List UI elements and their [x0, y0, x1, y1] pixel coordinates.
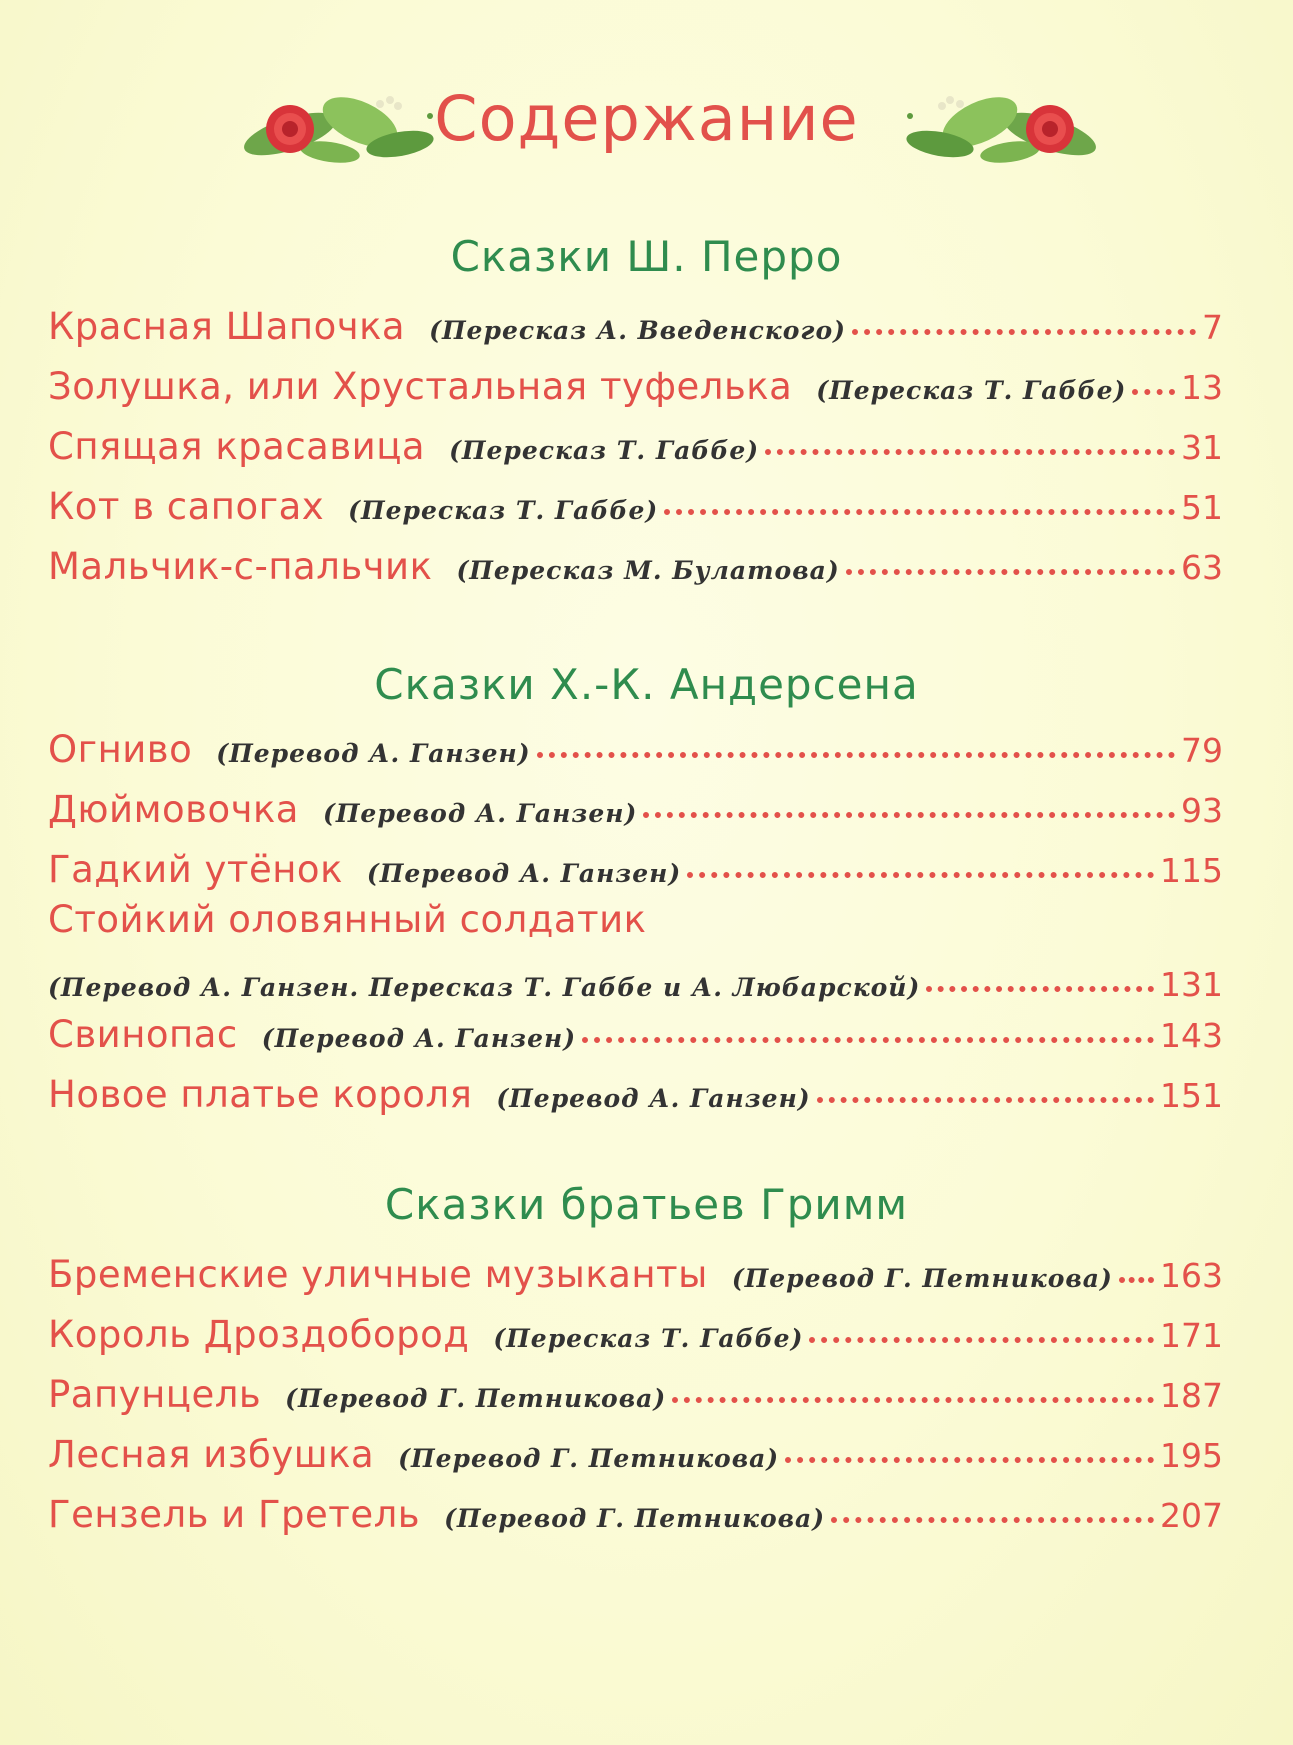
entry-page-number: 195: [1160, 1436, 1223, 1475]
entry-credit: (Пересказ М. Булатова): [456, 556, 840, 585]
section-title-grimm: Сказки братьев Гримм: [384, 1180, 909, 1229]
toc-entry[interactable]: [48, 1360, 1223, 1420]
entry-title: Кот в сапогах: [48, 485, 325, 528]
entry-title: Свинопас: [48, 1013, 238, 1056]
entry-title: Огниво: [48, 728, 193, 771]
dot-leader: [831, 1517, 1154, 1523]
dot-leader: [846, 569, 1175, 575]
toc-entry[interactable]: [48, 1480, 1223, 1540]
dot-leader: [926, 986, 1154, 992]
entry-credit: (Перевод А. Ганзен): [322, 799, 638, 828]
entry-credit: (Перевод А. Ганзен): [261, 1024, 577, 1053]
toc-entry[interactable]: [48, 532, 1223, 592]
entry-title: Король Дроздобород: [48, 1313, 470, 1356]
toc-entry[interactable]: [48, 1240, 1223, 1300]
entry-credit: (Пересказ Т. Габбе): [348, 496, 659, 525]
dot-leader: [852, 329, 1196, 335]
dot-leader: [1119, 1277, 1154, 1283]
dot-leader: [664, 509, 1175, 515]
entry-page-number: 7: [1202, 308, 1223, 347]
entry-page-number: 163: [1160, 1256, 1223, 1295]
entry-credit: (Перевод А. Ганзен): [366, 859, 682, 888]
entry-title: Бременские уличные музыканты: [48, 1253, 708, 1296]
toc-entry[interactable]: [48, 1420, 1223, 1480]
entry-page-number: 79: [1181, 731, 1223, 770]
toc-entry[interactable]: [48, 292, 1223, 352]
entry-credit: (Перевод Г. Петникова): [285, 1384, 667, 1413]
entry-title: Спящая красавица: [48, 425, 426, 468]
dot-leader: [785, 1457, 1154, 1463]
entry-title: Новое платье короля: [48, 1073, 473, 1116]
toc-entry[interactable]: [48, 715, 1223, 775]
toc-entry[interactable]: [48, 898, 1223, 1008]
toc-entry[interactable]: [48, 352, 1223, 412]
entry-page-number: 31: [1181, 428, 1223, 467]
entry-page-number: 93: [1181, 791, 1223, 830]
entry-page-number: 63: [1181, 548, 1223, 587]
dot-leader: [687, 872, 1154, 878]
dot-leader: [672, 1397, 1154, 1403]
header: [0, 62, 1293, 172]
entry-credit: (Перевод Г. Петникова): [398, 1444, 780, 1473]
dot-leader: [537, 752, 1175, 758]
toc-entry[interactable]: [48, 835, 1223, 895]
entry-page-number: 13: [1181, 368, 1223, 407]
entry-title: Мальчик-с-пальчик: [48, 545, 433, 588]
dot-leader: [809, 1337, 1154, 1343]
entry-title: Золушка, или Хрустальная туфелька: [48, 365, 793, 408]
toc-entry[interactable]: [48, 1000, 1223, 1060]
entry-page-number: 115: [1160, 851, 1223, 890]
entry-title: Рапунцель: [48, 1373, 262, 1416]
entry-title: Гадкий утёнок: [48, 848, 343, 891]
dot-leader: [817, 1097, 1154, 1103]
entry-title: Стойкий оловянный солдатик: [48, 898, 647, 941]
rose-ornament-right-icon: [895, 74, 1110, 174]
entry-credit: (Пересказ А. Введенского): [429, 316, 846, 345]
entry-credit: (Перевод Г. Петникова): [444, 1504, 826, 1533]
entry-title: Красная Шапочка: [48, 305, 406, 348]
entry-page-number: 187: [1160, 1376, 1223, 1415]
dot-leader: [643, 812, 1175, 818]
entry-page-number: 143: [1160, 1016, 1223, 1055]
entry-credit: (Пересказ Т. Габбе): [449, 436, 760, 465]
entry-credit: (Перевод А. Ганзен): [496, 1084, 811, 1113]
entry-page-number: 207: [1160, 1496, 1223, 1535]
entry-credit: (Пересказ Т. Габбе): [493, 1324, 804, 1353]
entry-credit: (Перевод Г. Петникова): [731, 1264, 1113, 1293]
entry-title: Лесная избушка: [48, 1433, 375, 1476]
toc-entry[interactable]: [48, 412, 1223, 472]
entry-title: Дюймовочка: [48, 788, 299, 831]
dot-leader: [582, 1037, 1154, 1043]
entry-credit: (Перевод А. Ганзен): [216, 739, 531, 768]
toc-entry[interactable]: [48, 1300, 1223, 1360]
section-title-andersen: Сказки Х.-К. Андерсена: [374, 660, 919, 709]
dot-leader: [765, 449, 1175, 455]
toc-entry[interactable]: [48, 1060, 1223, 1120]
entry-title: Гензель и Гретель: [48, 1493, 421, 1536]
entry-page-number: 151: [1160, 1076, 1223, 1115]
entry-page-number: 131: [1160, 965, 1223, 1004]
entry-credit: (Пересказ Т. Габбе): [816, 376, 1127, 405]
entry-page-number: 51: [1181, 488, 1223, 527]
dot-leader: [1132, 389, 1175, 395]
entry-page-number: 171: [1160, 1316, 1223, 1355]
toc-entry[interactable]: [48, 775, 1223, 835]
page-title: Содержание: [434, 82, 859, 155]
toc-entry[interactable]: [48, 472, 1223, 532]
section-title-perrault: Сказки Ш. Перро: [450, 232, 843, 281]
entry-credit: (Перевод А. Ганзен. Пересказ Т. Габбе и А. Любарской): [48, 973, 921, 1002]
